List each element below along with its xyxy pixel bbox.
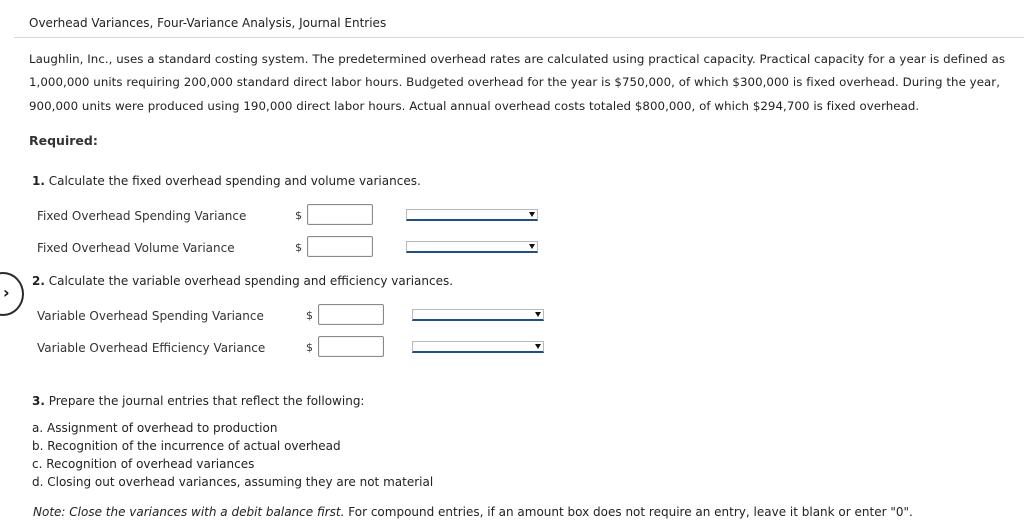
journal-item-a: a. Assignment of overhead to production (32, 421, 278, 435)
variable-efficiency-type-select[interactable] (412, 341, 544, 353)
variable-spending-type-select[interactable] (412, 309, 544, 321)
question-2-text: Calculate the variable overhead spending and efficiency variances. (44, 274, 454, 288)
chevron-down-icon (535, 344, 541, 349)
variable-spending-variance-label: Variable Overhead Spending Variance (37, 309, 264, 323)
question-3-number: 3. (32, 394, 45, 408)
fixed-spending-amount-input[interactable] (307, 204, 373, 225)
question-2 (32, 274, 453, 288)
note-rest: For compound entries, if an amount box does not require an entry, leave it blank or enter "0". (344, 505, 913, 519)
variable-spending-amount-input[interactable] (318, 304, 384, 325)
variable-spending-currency: $ (306, 309, 313, 322)
question-3-text: Prepare the journal entries that reflect the following: (44, 394, 365, 408)
variable-efficiency-variance-label: Variable Overhead Efficiency Variance (37, 341, 266, 355)
intro-line-3: 900,000 units were produced using 190,000 direct labor hours. Actual annual overhead costs totaled $800,000, of which $294,700 is fixed overhead. (29, 99, 920, 113)
fixed-volume-currency: $ (295, 241, 302, 254)
fixed-volume-variance-label: Fixed Overhead Volume Variance (37, 241, 235, 255)
journal-item-c: c. Recognition of overhead variances (32, 457, 255, 471)
chevron-down-icon (529, 244, 535, 249)
fixed-volume-amount-input[interactable] (307, 236, 373, 257)
intro-line-2: 1,000,000 units requiring 200,000 standard direct labor hours. Budgeted overhead for the year is $750,000, of which $300,000 is fixed overhead. During the year, (29, 75, 1000, 89)
instruction-note (33, 505, 913, 519)
fixed-volume-type-select[interactable] (406, 241, 538, 253)
note-italic: Note: Close the variances with a debit balance first. (33, 505, 345, 519)
question-2-number: 2. (32, 274, 45, 288)
chevron-right-icon: › (3, 283, 10, 302)
variable-efficiency-currency: $ (306, 341, 313, 354)
question-3 (32, 394, 364, 408)
question-1-text: Calculate the fixed overhead spending and volume variances. (44, 174, 421, 188)
chevron-down-icon (529, 212, 535, 217)
fixed-spending-type-select[interactable] (406, 209, 538, 221)
fixed-spending-currency: $ (295, 209, 302, 222)
question-1-number: 1. (32, 174, 45, 188)
required-heading: Required: (29, 133, 98, 148)
page-title: Overhead Variances, Four-Variance Analysis, Journal Entries (29, 16, 387, 30)
chevron-down-icon (535, 312, 541, 317)
title-divider (14, 37, 1024, 38)
fixed-spending-variance-label: Fixed Overhead Spending Variance (37, 209, 247, 223)
variable-efficiency-amount-input[interactable] (318, 336, 384, 357)
intro-line-1: Laughlin, Inc., uses a standard costing system. The predetermined overhead rates are calculated using practical capacity. Practical capacity for a year is defined as (29, 52, 1006, 66)
question-1 (32, 174, 421, 188)
side-panel-toggle[interactable] (0, 272, 24, 316)
journal-item-d: d. Closing out overhead variances, assuming they are not material (32, 475, 434, 489)
journal-item-b: b. Recognition of the incurrence of actual overhead (32, 439, 341, 453)
